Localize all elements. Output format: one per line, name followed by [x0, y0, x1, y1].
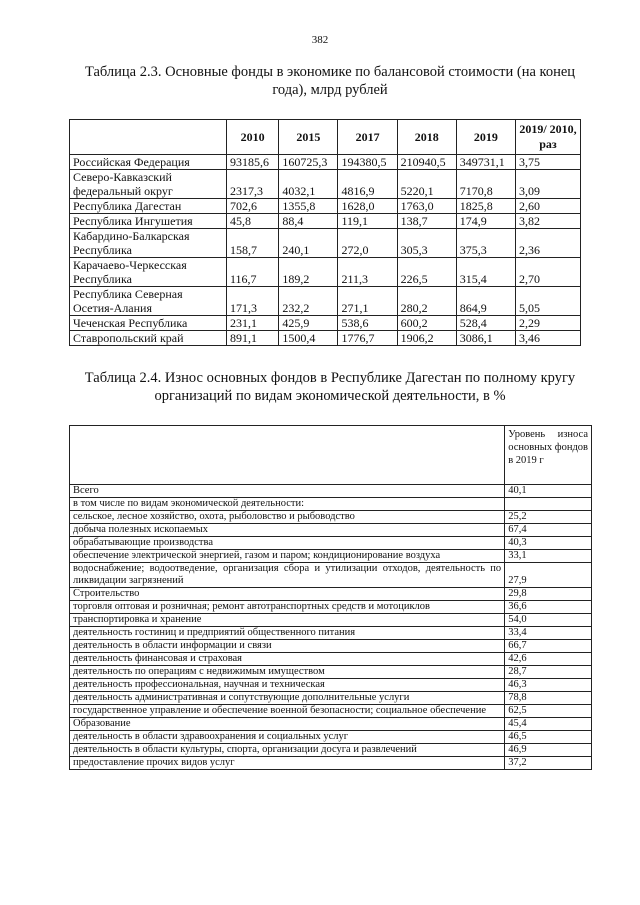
value-cell: 4032,1	[279, 170, 338, 199]
value-cell: 2,70	[516, 258, 581, 287]
header-cell: 2015	[279, 120, 338, 155]
value-cell: 88,4	[279, 214, 338, 229]
value-cell: 54,0	[505, 614, 592, 627]
region-cell: Республика Ингушетия	[70, 214, 227, 229]
value-cell: 2317,3	[227, 170, 279, 199]
value-cell: 1906,2	[397, 331, 456, 346]
table-row	[70, 563, 592, 588]
value-cell: 2,36	[516, 229, 581, 258]
table-row	[70, 666, 592, 679]
value-cell: 538,6	[338, 316, 397, 331]
value-cell: 702,6	[227, 199, 279, 214]
value-cell: 315,4	[456, 258, 515, 287]
value-cell: 1500,4	[279, 331, 338, 346]
table-row	[70, 155, 581, 170]
value-cell: 46,3	[505, 679, 592, 692]
value-cell: 174,9	[456, 214, 515, 229]
value-cell: 1825,8	[456, 199, 515, 214]
activity-cell: торговля оптовая и розничная; ремонт автотранспортных средств и мотоциклов	[70, 601, 505, 614]
value-cell: 1355,8	[279, 199, 338, 214]
value-cell: 7170,8	[456, 170, 515, 199]
activity-cell: в том числе по видам экономической деятельности:	[70, 498, 505, 511]
value-cell: 194380,5	[338, 155, 397, 170]
value-cell: 864,9	[456, 287, 515, 316]
activity-cell: Образование	[70, 718, 505, 731]
value-cell: 119,1	[338, 214, 397, 229]
value-cell: 2,60	[516, 199, 581, 214]
activity-cell: Всего	[70, 485, 505, 498]
value-cell: 3086,1	[456, 331, 515, 346]
value-cell	[505, 498, 592, 511]
value-cell: 232,2	[279, 287, 338, 316]
value-cell: 211,3	[338, 258, 397, 287]
activity-cell: деятельность по операциям с недвижимым имуществом	[70, 666, 505, 679]
page-number: 382	[311, 34, 329, 46]
activity-cell: деятельность в области информации и связи	[70, 640, 505, 653]
region-cell: Карачаево-Черкесская Республика	[70, 258, 227, 287]
value-cell: 226,5	[397, 258, 456, 287]
table2-title: Таблица 2.4. Износ основных фондов в Республике Дагестан по полному кругу организаций по видам экономической деятельности, в %	[84, 370, 576, 404]
value-cell: 40,1	[505, 485, 592, 498]
value-cell: 3,82	[516, 214, 581, 229]
value-cell: 189,2	[279, 258, 338, 287]
value-cell: 231,1	[227, 316, 279, 331]
value-cell: 66,7	[505, 640, 592, 653]
value-cell: 33,4	[505, 627, 592, 640]
table-row	[70, 627, 592, 640]
value-cell: 5220,1	[397, 170, 456, 199]
value-cell: 45,4	[505, 718, 592, 731]
header-cell	[70, 120, 227, 155]
activity-cell: деятельность в области здравоохранения и социальных услуг	[70, 731, 505, 744]
value-cell: 272,0	[338, 229, 397, 258]
value-cell: 158,7	[227, 229, 279, 258]
value-cell: 45,8	[227, 214, 279, 229]
table-row	[70, 679, 592, 692]
value-cell: 240,1	[279, 229, 338, 258]
value-cell: 375,3	[456, 229, 515, 258]
value-cell: 1628,0	[338, 199, 397, 214]
activity-cell: сельское, лесное хозяйство, охота, рыболовство и рыбоводство	[70, 511, 505, 524]
table-row	[70, 170, 581, 199]
table-row	[70, 316, 581, 331]
table-row	[70, 511, 592, 524]
activity-cell: деятельность в области культуры, спорта, организации досуга и развлечений	[70, 744, 505, 757]
activity-cell: деятельность профессиональная, научная и техническая	[70, 679, 505, 692]
value-cell: 28,7	[505, 666, 592, 679]
value-cell: 40,3	[505, 537, 592, 550]
table-row	[70, 498, 592, 511]
activity-cell: деятельность административная и сопутствующие дополнительные услуги	[70, 692, 505, 705]
activity-cell: обрабатывающие производства	[70, 537, 505, 550]
table-row	[70, 214, 581, 229]
activity-cell: деятельность гостиниц и предприятий общественного питания	[70, 627, 505, 640]
value-cell: 93185,6	[227, 155, 279, 170]
table-row	[70, 199, 581, 214]
value-cell: 46,9	[505, 744, 592, 757]
value-cell: 271,1	[338, 287, 397, 316]
value-cell: 3,46	[516, 331, 581, 346]
value-cell: 349731,1	[456, 155, 515, 170]
table-row	[70, 653, 592, 666]
region-cell: Российская Федерация	[70, 155, 227, 170]
value-cell: 1776,7	[338, 331, 397, 346]
table-row	[70, 537, 592, 550]
table-row	[70, 640, 592, 653]
depreciation-table	[69, 425, 592, 770]
value-cell: 1763,0	[397, 199, 456, 214]
activity-cell: водоснабжение; водоотведение, организация сбора и утилизации отходов, деятельность по ликвидации загрязнений	[70, 563, 505, 588]
header-cell-empty	[70, 426, 505, 485]
activity-cell: государственное управление и обеспечение военной безопасности; социальное обеспечение	[70, 705, 505, 718]
table-row	[70, 331, 581, 346]
value-cell: 171,3	[227, 287, 279, 316]
activity-cell: обеспечение электрической энергией, газом и паром; кондиционирование воздуха	[70, 550, 505, 563]
value-cell: 42,6	[505, 653, 592, 666]
value-cell: 67,4	[505, 524, 592, 537]
activity-cell: транспортировка и хранение	[70, 614, 505, 627]
table-row	[70, 588, 592, 601]
value-cell: 36,6	[505, 601, 592, 614]
table-row	[70, 692, 592, 705]
header-cell: Уровень износа основных фондов в 2019 г	[505, 426, 592, 485]
table-row	[70, 614, 592, 627]
value-cell: 160725,3	[279, 155, 338, 170]
value-cell: 305,3	[397, 229, 456, 258]
table-row	[70, 757, 592, 770]
region-cell: Северо-Кавказский федеральный округ	[70, 170, 227, 199]
value-cell: 280,2	[397, 287, 456, 316]
value-cell: 29,8	[505, 588, 592, 601]
header-cell: 2018	[397, 120, 456, 155]
region-cell: Ставропольский край	[70, 331, 227, 346]
region-cell: Чеченская Республика	[70, 316, 227, 331]
table-header-row	[70, 120, 581, 155]
table-row	[70, 731, 592, 744]
value-cell: 210940,5	[397, 155, 456, 170]
value-cell: 425,9	[279, 316, 338, 331]
value-cell: 62,5	[505, 705, 592, 718]
table-row	[70, 705, 592, 718]
value-cell: 528,4	[456, 316, 515, 331]
table1-title: Таблица 2.3. Основные фонды в экономике по балансовой стоимости (на конец года), млрд рублей	[84, 64, 576, 98]
table-row	[70, 287, 581, 316]
value-cell: 5,05	[516, 287, 581, 316]
value-cell: 3,75	[516, 155, 581, 170]
value-cell: 78,8	[505, 692, 592, 705]
value-cell: 2,29	[516, 316, 581, 331]
header-cell: 2019	[456, 120, 515, 155]
value-cell: 25,2	[505, 511, 592, 524]
table-row	[70, 718, 592, 731]
activity-cell: предоставление прочих видов услуг	[70, 757, 505, 770]
table-row	[70, 524, 592, 537]
value-cell: 37,2	[505, 757, 592, 770]
value-cell: 4816,9	[338, 170, 397, 199]
region-cell: Кабардино-Балкарская Республика	[70, 229, 227, 258]
value-cell: 3,09	[516, 170, 581, 199]
activity-cell: деятельность финансовая и страховая	[70, 653, 505, 666]
header-cell: 2019/ 2010, раз	[516, 120, 581, 155]
activity-cell: Строительство	[70, 588, 505, 601]
table-row	[70, 258, 581, 287]
table-row	[70, 744, 592, 757]
header-cell: 2017	[338, 120, 397, 155]
value-cell: 116,7	[227, 258, 279, 287]
value-cell: 46,5	[505, 731, 592, 744]
table-row	[70, 601, 592, 614]
value-cell: 27,9	[505, 563, 592, 588]
value-cell: 891,1	[227, 331, 279, 346]
header-cell: 2010	[227, 120, 279, 155]
table-row	[70, 229, 581, 258]
region-cell: Республика Северная Осетия-Алания	[70, 287, 227, 316]
value-cell: 600,2	[397, 316, 456, 331]
table-header-row	[70, 426, 592, 485]
table-row	[70, 550, 592, 563]
value-cell: 33,1	[505, 550, 592, 563]
fixed-assets-table	[69, 119, 581, 346]
value-cell: 138,7	[397, 214, 456, 229]
region-cell: Республика Дагестан	[70, 199, 227, 214]
activity-cell: добыча полезных ископаемых	[70, 524, 505, 537]
table-row	[70, 485, 592, 498]
